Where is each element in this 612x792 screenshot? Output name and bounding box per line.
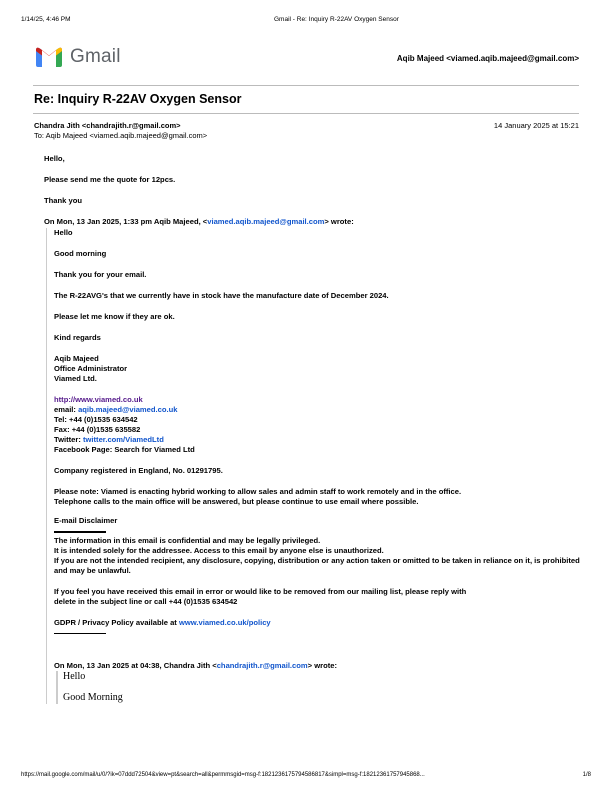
closing: Thank you (44, 196, 82, 205)
gmail-wordmark: Gmail (70, 46, 121, 67)
email-subject: Re: Inquiry R-22AV Oxygen Sensor (34, 92, 242, 106)
hybrid-note: Please note: Viamed is enacting hybrid working to allow sales and admin staff to work remotely and in the office. Telephone calls to the main office will be answered, but please continue to use email where possible. (54, 487, 462, 506)
email-link[interactable]: aqib.majeed@viamed.co.uk (78, 405, 178, 414)
registration: Company registered in England, No. 01291795. (54, 466, 223, 475)
print-datetime: 1/14/25, 4:46 PM (21, 16, 71, 23)
nested-quoted-message (56, 671, 584, 704)
email-sender: Chandra Jith <chandrajith.r@gmail.com> (34, 121, 181, 130)
gdpr-line: GDPR / Privacy Policy available at www.viamed.co.uk/policy (54, 617, 271, 627)
email-body (44, 154, 584, 713)
email-recipient: To: Aqib Majeed <viamed.aqib.majeed@gmail.com> (34, 131, 208, 140)
policy-link[interactable]: www.viamed.co.uk/policy (178, 617, 271, 627)
quote-line: Thank you for your email. (54, 270, 147, 279)
quote-line: The R-22AVG's that we currently have in stock have the manufacture date of December 2024. (54, 291, 389, 300)
quote-attribution: On Mon, 13 Jan 2025, 1:33 pm Aqib Majeed, <viamed.aqib.majeed@gmail.com> wrote: (44, 217, 354, 226)
twitter-link[interactable]: twitter.com/ViamedLtd (82, 435, 164, 444)
body-line: Please send me the quote for 12pcs. (44, 175, 176, 184)
signature-block (54, 354, 584, 384)
disclaimer-title: E-mail Disclaimer (54, 516, 118, 525)
gmail-logo[interactable] (34, 44, 121, 70)
tel: Tel: +44 (0)1535 634542 (54, 415, 138, 424)
divider (54, 531, 106, 533)
divider (33, 85, 579, 86)
quote-line: Good morning (54, 249, 107, 258)
nested-attribution-email-link[interactable]: chandrajith.r@gmail.com (216, 661, 308, 670)
signature-name: Aqib Majeed (54, 354, 99, 363)
quote-line: Kind regards (54, 333, 101, 342)
quote-line: Hello (54, 228, 73, 237)
divider (33, 113, 579, 114)
signature (54, 354, 584, 634)
nested-quote-line: Good Morning (63, 692, 123, 703)
print-header (21, 16, 591, 26)
account-name: Aqib Majeed <viamed.aqib.majeed@gmail.com> (396, 54, 579, 63)
greeting: Hello, (44, 154, 65, 163)
quote-line: Please let me know if they are ok. (54, 312, 175, 321)
page-number: 1/8 (582, 772, 591, 778)
nested-quote-line: Hello (63, 671, 86, 682)
print-title: Gmail - Re: Inquiry R-22AV Oxygen Sensor (274, 16, 399, 23)
gmail-m-icon (34, 46, 64, 68)
nested-quote-attribution: On Mon, 13 Jan 2025 at 04:38, Chandra Jith <chandrajith.r@gmail.com> wrote: (54, 661, 337, 670)
fax: Fax: +44 (0)1535 635582 (54, 425, 141, 434)
website-link[interactable]: http://www.viamed.co.uk (54, 395, 143, 404)
facebook: Facebook Page: Search for Viamed Ltd (54, 445, 195, 454)
page-url: https://mail.google.com/mail/u/0/?ik=07ddd72504&view=pt&search=all&permmsgid=msg-f:1821236175794586817&simpl=msg-f:18212361757945868... (21, 772, 425, 778)
removal-note: If you feel you have received this email in error or would like to be removed from our mailing list, please reply with delete in the subject line or call +44 (0)1535 634542 (54, 586, 467, 606)
attribution-email-link[interactable]: viamed.aqib.majeed@gmail.com (207, 217, 325, 226)
email-date: 14 January 2025 at 15:21 (493, 121, 579, 130)
signature-company: Viamed Ltd. (54, 374, 97, 383)
divider (54, 633, 106, 635)
disclaimer: The information in this email is confidential and may be legally privileged. It is intended solely for the addressee. Access to this email by anyone else is unauthorized. If you are not the intended recipient, any disclosure, copying, distribution or any action taken or omitted to be taken in reliance on it, is prohibited and may be unlawful. (54, 535, 580, 575)
signature-role: Office Administrator (54, 364, 128, 373)
contact-block: http://www.viamed.co.uk email: aqib.majeed@viamed.co.uk Tel: +44 (0)1535 634542 Fax: +44 (0)1535 635582 Twitter: twitter.com/ViamedLtd Facebook Page: Search for Viamed Ltd (54, 395, 195, 454)
quoted-message (46, 228, 584, 704)
